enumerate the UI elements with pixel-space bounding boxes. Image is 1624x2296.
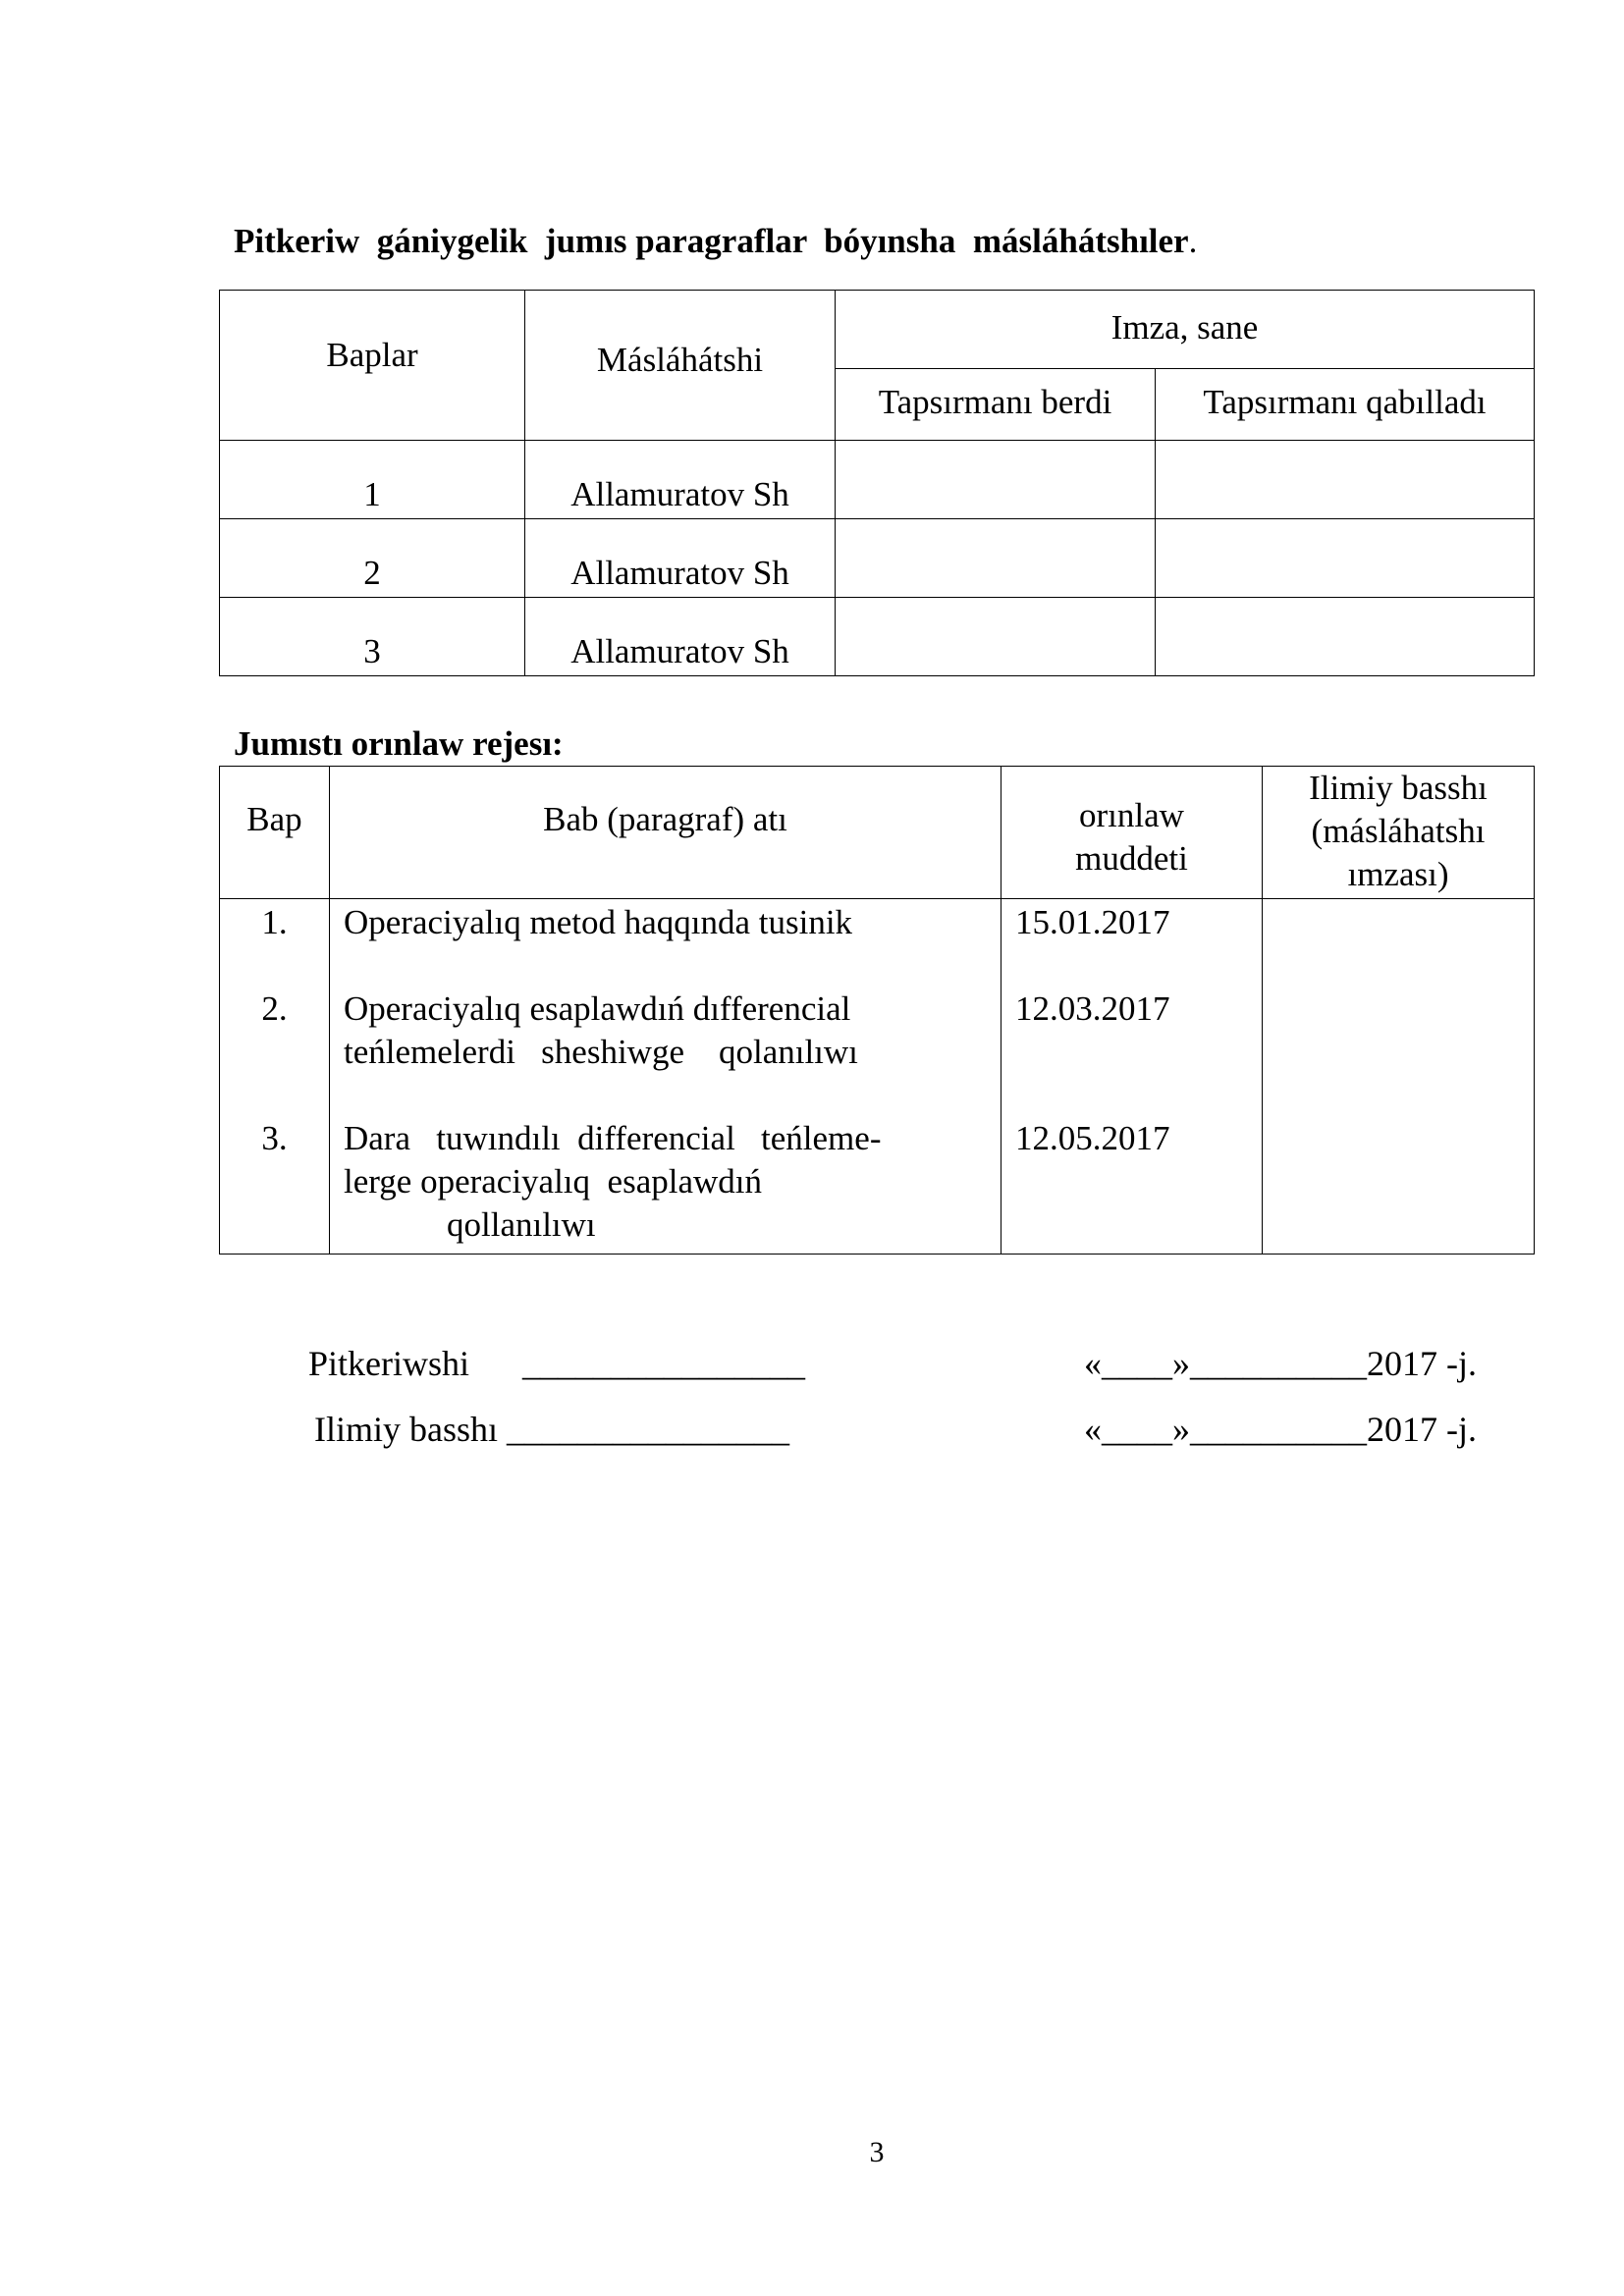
list-item-number: 1. [261,903,288,941]
consultants-title: Pitkeriw gániygelik jumıs paragraflar bóyınsha másláhátshıler. [234,222,1198,260]
list-item-topic [344,1117,1001,1247]
header-supervisor [1263,767,1535,899]
chapter-number: 1 [220,441,525,519]
chapter-number: 3 [220,598,525,676]
signature-student-date: «____»__________2017 -j. [1084,1344,1477,1383]
given-cell [836,519,1156,598]
table-row [220,519,1535,598]
header-consultant: Másláhátshi [525,291,836,441]
supervisor-signature-cell [1263,899,1535,1255]
header-deadline-line: muddeti [1075,839,1188,878]
plan-table [219,766,1535,1255]
table-row [220,598,1535,676]
accepted-cell [1156,519,1535,598]
consultant-name: Allamuratov Sh [525,598,836,676]
header-chapter-name: Bab (paragraf) atı [330,767,1001,899]
list-item-date: 12.03.2017 [1015,989,1170,1028]
table-row [220,441,1535,519]
list-item-number: 3. [261,1119,288,1157]
chapter-numbers [220,899,330,1255]
header-signature-date: Imza, sane [836,291,1535,369]
header-supervisor-line: ımzası) [1347,855,1449,893]
signature-supervisor-date: «____»__________2017 -j. [1084,1410,1477,1449]
chapter-topics [330,899,1001,1255]
header-chapter: Bap [220,767,330,899]
given-cell [836,598,1156,676]
topic-line: qollanılıwı [344,1205,596,1244]
list-item-date: 12.05.2017 [1015,1119,1170,1157]
page-number: 3 [869,2136,885,2168]
header-supervisor-line: (másláhatshı [1311,812,1486,850]
plan-body-row [220,899,1535,1255]
consultants-table [219,290,1535,676]
signature-student: Pitkeriwshi ________________ [308,1344,806,1383]
topic-line: lerge operaciyalıq esaplawdıń [344,1162,762,1201]
plan-title: Jumıstı orınlaw rejesı: [234,724,564,763]
topic-line: Dara tuwındılı differencial teńleme- [344,1119,882,1157]
list-item-topic [344,901,1001,988]
list-item-number: 2. [261,989,288,1028]
list-item-date: 15.01.2017 [1015,903,1170,941]
topic-line: Operaciyalıq metod haqqında tusinik [344,903,853,941]
consultant-name: Allamuratov Sh [525,441,836,519]
topic-line: Operaciyalıq esaplawdıń dıfferencial [344,989,851,1028]
list-item-topic [344,988,1001,1117]
header-task-given: Tapsırmanı berdi [836,369,1156,441]
accepted-cell [1156,441,1535,519]
given-cell [836,441,1156,519]
accepted-cell [1156,598,1535,676]
header-deadline-line: orınlaw [1079,796,1184,834]
chapter-number: 2 [220,519,525,598]
header-deadline [1001,767,1263,899]
header-chapters: Baplar [220,291,525,441]
consultant-name: Allamuratov Sh [525,519,836,598]
deadlines [1001,899,1263,1255]
header-task-accepted: Tapsırmanı qabılladı [1156,369,1535,441]
header-supervisor-line: Ilimiy basshı [1309,769,1488,807]
signature-supervisor: Ilimiy basshı ________________ [314,1410,789,1449]
topic-line: teńlemelerdi sheshiwge qolanılıwı [344,1033,858,1071]
